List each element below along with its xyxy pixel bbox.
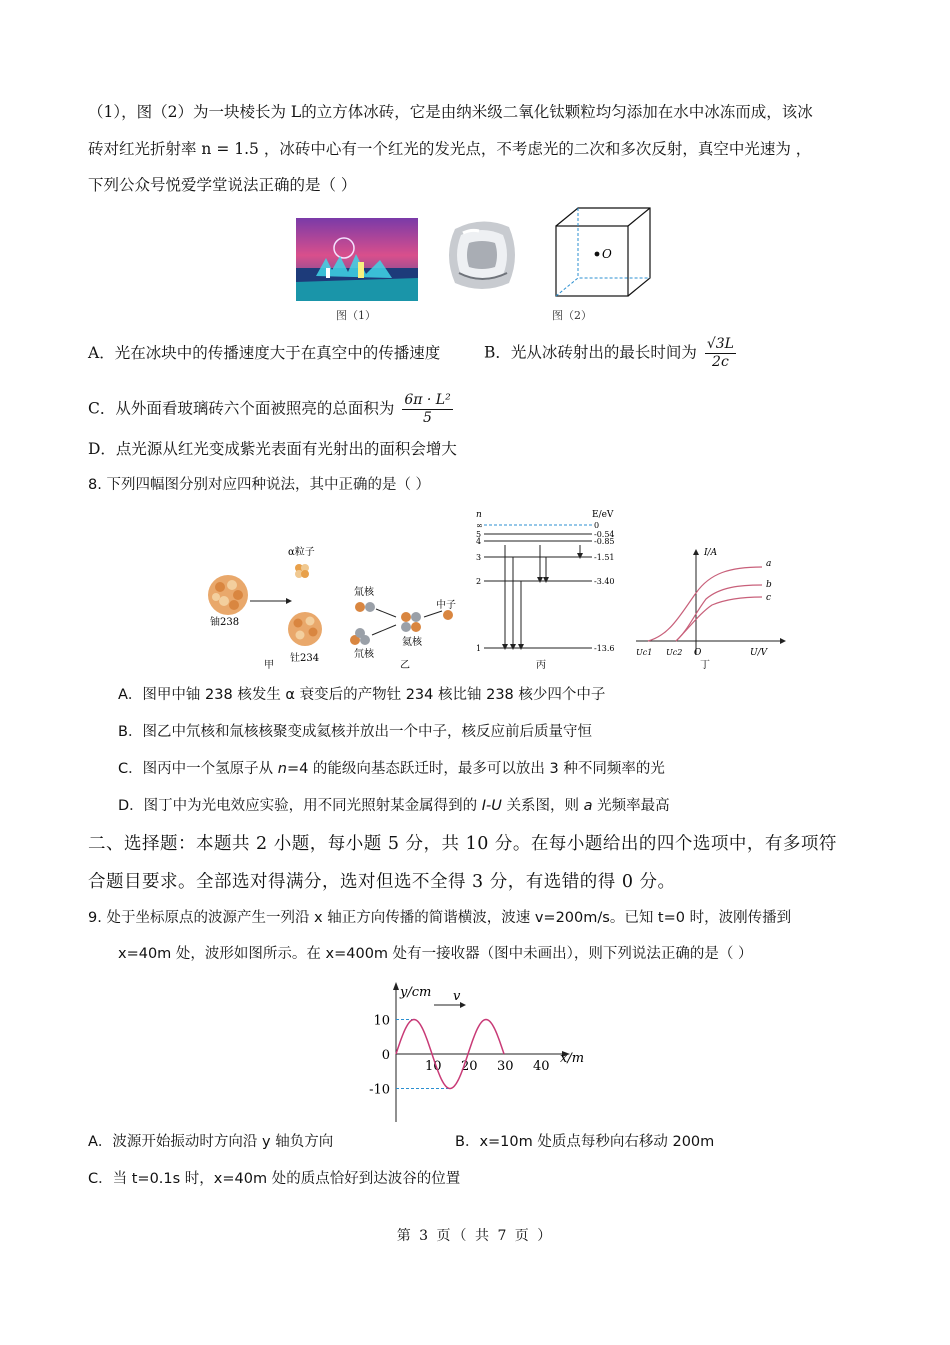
- energy-level-e-label: -13.6: [594, 644, 615, 653]
- fraction-denominator: 5: [423, 409, 432, 426]
- q8-option-a: A．图甲中铀 238 核发生 α 衰变后的产物钍 234 核比铀 238 核少四个中子: [118, 687, 606, 703]
- q9-option-a: A．波源开始振动时方向沿 y 轴负方向: [88, 1134, 334, 1150]
- figure-jia-caption: 甲: [264, 660, 274, 671]
- ice-city-photo: [296, 218, 418, 305]
- velocity-label: v: [453, 989, 461, 1004]
- origin-label: O: [694, 648, 702, 658]
- q9-line-2: x=40m 处，波形如图所示。在 x=400m 处有一接收器（图中未画出），则下列说法正确的是（ ）: [118, 946, 753, 962]
- figure-yi: [350, 585, 456, 671]
- energy-level-n-label: 4: [476, 537, 482, 546]
- thorium-nucleus-icon: [288, 612, 322, 646]
- q7-option-b-text: B．光从冰砖射出的最长时间为: [484, 343, 697, 362]
- q8-option-c: [118, 761, 665, 778]
- q7-option-a: [88, 344, 440, 363]
- energy-level-n-label: ∞: [476, 521, 483, 530]
- q7-option-c: [88, 392, 453, 427]
- q7-option-a-text: A．光在冰块中的传播速度大于在真空中的传播速度: [88, 344, 441, 362]
- energy-level-e-label: 0: [594, 521, 600, 530]
- x-tick-label: 10: [425, 1059, 442, 1074]
- q8-option-c-post: =4 的能级向基态跃迁时，最多可以放出 3 种不同频率的光: [286, 761, 665, 777]
- q7-option-b: [484, 336, 736, 371]
- x-axis-label: x/m: [560, 1051, 585, 1066]
- energy-level-e-label: -1.51: [594, 553, 615, 562]
- fig2-caption: 图（2）: [552, 309, 592, 322]
- figure-ding-iu-curves: [636, 548, 786, 671]
- energy-level-e-label: -0.85: [594, 537, 615, 546]
- q7-option-c-fraction: [402, 392, 452, 427]
- section-2-line-1: 二、选择题：本题共 2 小题，每小题 5 分，共 10 分。在每小题给出的四个选项中，有多项符: [88, 834, 837, 854]
- figure-bing-caption: 丙: [536, 660, 546, 671]
- curve-c-label: c: [766, 593, 772, 603]
- energy-axis-label: E/eV: [592, 510, 614, 520]
- y-tick-label: -10: [369, 1082, 390, 1098]
- fig1-caption: 图（1）: [336, 309, 376, 322]
- voltage-axis-label: U/V: [750, 648, 768, 658]
- section-2-line-2: 合题目要求。全部选对得满分，选对但选不全得 3 分，有选错的得 0 分。: [88, 872, 676, 892]
- q8-option-d-pre: D．图丁中为光电效应实验，用不同光照射某金属得到的: [118, 798, 482, 814]
- q8-figures: [200, 505, 790, 679]
- uc1-label: Uc1: [636, 648, 653, 657]
- uranium-nucleus-icon: [208, 575, 248, 615]
- alpha-particle-label: α粒子: [288, 547, 315, 558]
- q8-option-d-var: I-U: [481, 798, 502, 814]
- th234-label: 钍234: [290, 653, 320, 664]
- energy-level-n-label: 3: [476, 553, 482, 562]
- curve-b-label: b: [766, 580, 772, 590]
- curve-a-label: a: [766, 559, 772, 569]
- x-tick-label: 40: [533, 1059, 550, 1074]
- energy-level-n-label: 5: [476, 530, 482, 539]
- q8-option-d: [118, 798, 670, 815]
- ice-cube-photo: [441, 213, 523, 301]
- q9-line-1: 9. 处于坐标原点的波源产生一列沿 x 轴正方向传播的简谐横波，波速 v=200m/s。已知 t=0 时，波刚传播到: [88, 910, 792, 926]
- helium-label: 氦核: [402, 637, 422, 648]
- q7-line-3: 下列公众号悦爱学堂说法正确的是（ ）: [88, 176, 357, 194]
- q9-option-c: C．当 t=0.1s 时，x=40m 处的质点恰好到达波谷的位置: [88, 1171, 461, 1187]
- neutron-label: 中子: [436, 600, 456, 611]
- figure-ding-caption: 丁: [700, 660, 710, 671]
- q8-option-d-mid: 关系图，则: [501, 798, 584, 814]
- q8-option-d-var2: a: [583, 798, 593, 814]
- x-tick-label: 20: [461, 1059, 478, 1074]
- q8-option-b: B．图乙中氘核和氚核核聚变成氦核并放出一个中子，核反应前后质量守恒: [118, 724, 592, 740]
- deuterium-label: 氘核: [354, 649, 374, 660]
- figure-bing-energy-levels: [476, 510, 615, 671]
- q7-option-b-fraction: [705, 336, 736, 371]
- tritium-label: 氚核: [354, 587, 374, 598]
- uc2-label: Uc2: [666, 648, 683, 657]
- cube-diagram: [552, 206, 654, 304]
- cube-center-label: O: [602, 247, 612, 261]
- figure-yi-caption: 乙: [400, 660, 410, 671]
- helium-nucleus-icon: [401, 612, 421, 632]
- neutron-icon: [443, 610, 453, 620]
- u238-label: 铀238: [210, 617, 240, 628]
- energy-level-n-label: 1: [476, 644, 482, 653]
- q7-line-1: （1），图（2）为一块棱长为 L的立方体冰砖，它是由纳米级二氧化钛颗粒均匀添加在水中冰冻而成，该冰: [88, 103, 813, 121]
- y-tick-label: 0: [381, 1048, 390, 1063]
- q7-line-2: 砖对红光折射率 n = 1.5 ，冰砖中心有一个红光的发光点，不考虑光的二次和多次反射，真空中光速为 ，: [88, 140, 812, 158]
- q8-option-c-var: n: [277, 761, 287, 777]
- q7-option-c-text: C．从外面看玻璃砖六个面被照亮的总面积为: [88, 399, 395, 418]
- y-axis-label: y/cm: [400, 985, 432, 1000]
- fraction-numerator: √3L: [706, 336, 734, 352]
- page-footer: 第 3 页（ 共 7 页 ）: [396, 1228, 554, 1244]
- wave-chart: [360, 978, 600, 1130]
- alpha-particle-icon: [295, 564, 309, 578]
- q7-option-d: D．点光源从红光变成紫光表面有光射出的面积会增大: [88, 440, 457, 458]
- x-tick-label: 30: [497, 1059, 514, 1074]
- q9-option-b: B．x=10m 处质点每秒向右移动 200m: [455, 1134, 715, 1150]
- energy-level-e-label: -0.54: [594, 530, 615, 539]
- q8-stem: 8. 下列四幅图分别对应四种说法，其中正确的是（ ）: [88, 477, 431, 493]
- n-axis-label: n: [476, 510, 482, 520]
- y-tick-label: 10: [373, 1013, 390, 1029]
- figure-jia: [208, 545, 322, 671]
- energy-level-e-label: -3.40: [594, 577, 615, 586]
- fraction-denominator: 2c: [712, 353, 729, 370]
- q8-option-c-pre: C．图丙中一个氢原子从: [118, 761, 278, 777]
- fraction-numerator: 6π · L²: [404, 392, 451, 408]
- current-axis-label: I/A: [704, 548, 718, 558]
- energy-level-n-label: 2: [476, 577, 482, 586]
- q8-option-d-post: 光频率最高: [592, 798, 670, 814]
